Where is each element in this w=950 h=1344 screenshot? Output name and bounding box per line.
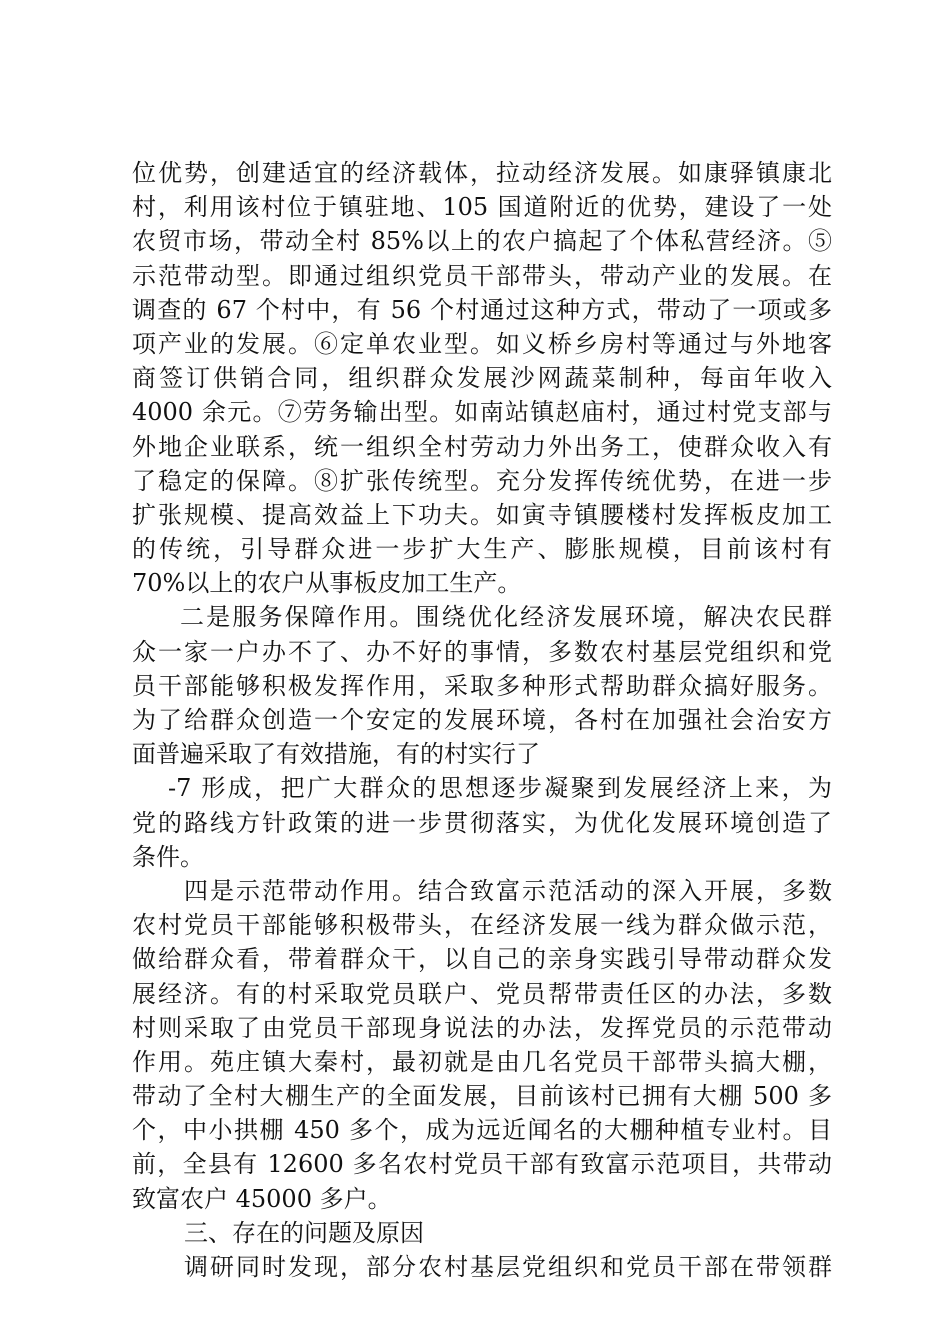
text-line: 商签订供销合同，组织群众发展沙网蔬菜制种，每亩年收入 <box>132 364 832 393</box>
text-line: 个，中小拱棚 450 多个，成为远近闻名的大棚种植专业村。目 <box>132 1116 832 1145</box>
text-line: 农村党员干部能够积极带头，在经济发展一线为群众做示范， <box>132 911 832 940</box>
paragraph-first-line: 二是服务保障作用。围绕优化经济发展环境，解决农民群 <box>180 603 832 632</box>
text-line: 农贸市场，带动全村 85%以上的农户搞起了个体私营经济。⑤ <box>132 227 832 256</box>
text-line: 前，全县有 12600 多名农村党员干部有致富示范项目，共带动 <box>132 1150 832 1179</box>
text-line: 70%以上的农户从事板皮加工生产。 <box>132 569 522 598</box>
text-line: 做给群众看，带着群众干，以自己的亲身实践引导带动群众发 <box>132 945 832 974</box>
text-line: 位优势，创建适宜的经济载体，拉动经济发展。如康驿镇康北 <box>132 159 832 187</box>
text-line: 4000 余元。⑦劳务输出型。如南站镇赵庙村，通过村党支部与 <box>132 398 832 427</box>
text-line: 外地企业联系，统一组织全村劳动力外出务工，使群众收入有 <box>132 432 832 461</box>
text-line: 众一家一户办不了、办不好的事情，多数农村基层党组织和党 <box>132 637 832 666</box>
text-line: 员干部能够积极发挥作用，采取多种形式帮助群众搞好服务。 <box>132 671 832 700</box>
text-line: 为了给群众创造一个安定的发展环境，各村在加强社会治安方 <box>132 706 832 734</box>
section-heading: 三、存在的问题及原因 <box>184 1218 424 1247</box>
text-line: 了稳定的保障。⑧扩张传统型。充分发挥传统优势，在进一步 <box>132 466 832 495</box>
text-line: 村，利用该村位于镇驻地、105 国道附近的优势，建设了一处 <box>132 193 832 222</box>
text-line: 的传统，引导群众进一步扩大生产、膨胀规模，目前该村有 <box>132 535 832 564</box>
paragraph-first-line: -7 形成，把广大群众的思想逐步凝聚到发展经济上来，为 <box>168 774 832 803</box>
paragraph-first-line: 调研同时发现，部分农村基层党组织和党员干部在带领群 <box>184 1253 832 1281</box>
text-line: 扩张规模、提高效益上下功夫。如寅寺镇腰楼村发挥板皮加工 <box>132 500 832 529</box>
text-line: 调查的 67 个村中，有 56 个村通过这种方式，带动了一项或多 <box>132 295 832 324</box>
text-line: 带动了全村大棚生产的全面发展，目前该村已拥有大棚 500 多 <box>132 1082 832 1111</box>
text-line: 党的路线方针政策的进一步贯彻落实，为优化发展环境创造了 <box>132 808 832 837</box>
paragraph-first-line: 四是示范带动作用。结合致富示范活动的深入开展，多数 <box>184 876 832 905</box>
text-line: 条件。 <box>132 842 204 871</box>
text-line: 村则采取了由党员干部现身说法的办法，发挥党员的示范带动 <box>132 1013 832 1042</box>
text-line: 示范带动型。即通过组织党员干部带头，带动产业的发展。在 <box>132 261 832 290</box>
text-line: 作用。苑庄镇大秦村，最初就是由几名党员干部带头搞大棚， <box>132 1047 832 1076</box>
text-line: 致富农户 45000 多户。 <box>132 1184 392 1213</box>
text-line: 展经济。有的村采取党员联户、党员帮带责任区的办法，多数 <box>132 979 832 1008</box>
document-body <box>132 156 832 1284</box>
text-line: 面普遍采取了有效措施，有的村实行了 <box>132 740 540 769</box>
text-line: 项产业的发展。⑥定单农业型。如义桥乡房村等通过与外地客 <box>132 329 832 358</box>
